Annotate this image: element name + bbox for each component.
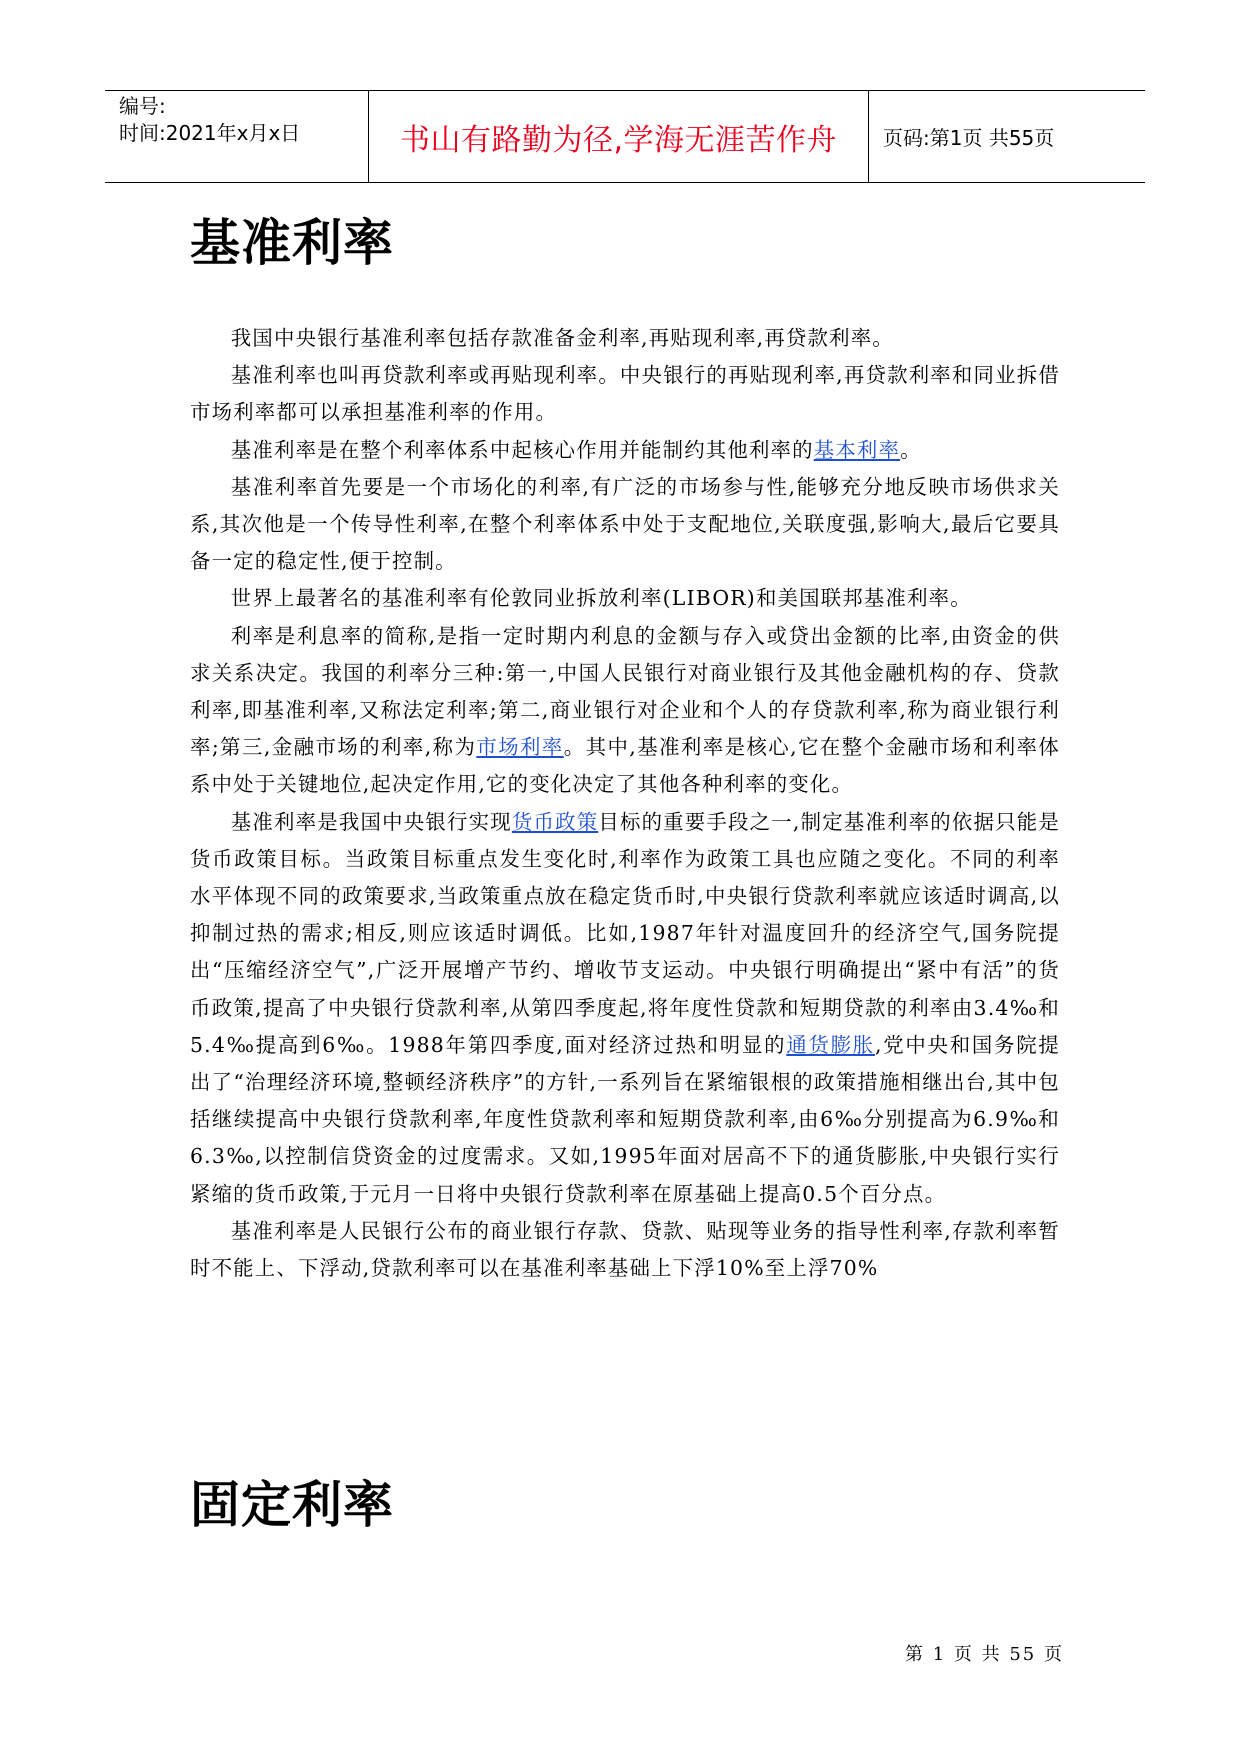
page-footer: 第 1 页 共 55 页 [905,1644,1064,1665]
paragraph: 利率是利息率的简称,是指一定时期内利息的金额与存入或贷出金额的比率,由资金的供求关系决定。我国的利率分三种:第一,中国人民银行对商业银行及其他金融机构的存、贷款利率,即基准利率,又称法定利率;第二,商业银行对企业和个人的存贷款利率,称为商业银行利率;第三,金融市场的利率,称为市场利率。其中,基准利率是核心,它在整个金融市场和利率体系中处于关键地位,起决定作用,它的变化决定了其他各种利率的变化。 [190,623,1060,797]
link-market-rate[interactable]: 市场利率 [476,735,564,760]
page-header [105,90,1145,183]
number-label: 编号: [119,94,166,118]
link-monetary-policy[interactable]: 货币政策 [511,809,599,834]
section-title: 固定利率 [190,1476,394,1534]
paragraph: 世界上最著名的基准利率有伦敦同业拆放利率(LIBOR)和美国联邦基准利率。 [230,586,972,611]
paragraph: 基准利率是人民银行公布的商业银行存款、贷款、贴现等业务的指导性利率,存款利率暂时不能上、下浮动,贷款利率可以在基准利率基础上下浮10%至上浮70% [190,1218,1060,1281]
section-title: 基准利率 [190,214,394,272]
paragraph: 基准利率首先要是一个市场化的利率,有广泛的市场参与性,能够充分地反映市场供求关系,其次他是一个传导性利率,在整个利率体系中处于支配地位,关联度强,影响大,最后它要具备一定的稳定性,便于控制。 [190,474,1060,574]
header-page-info: 页码:第1页 共55页 [883,126,1055,150]
section-body [190,320,1060,1287]
link-basic-rate[interactable]: 基本利率 [813,437,901,462]
paragraph: 基准利率是我国中央银行实现货币政策目标的重要手段之一,制定基准利率的依据只能是货币政策目标。当政策目标重点发生变化时,利率作为政策工具也应随之变化。不同的利率水平体现不同的政策要求,当政策重点放在稳定货币时,中央银行贷款利率就应该适时调高,以抑制过热的需求;相反,则应该适时调低。比如,1987年针对温度回升的经济空气,国务院提出“压缩经济空气”,广泛开展增产节约、增收节支运动。中央银行明确提出“紧中有活”的货币政策,提高了中央银行贷款利率,从第四季度起,将年度性贷款和短期贷款的利率由3.4‰和5.4‰提高到6‰。1988年第四季度,面对经济过热和明显的通货膨胀,党中央和国务院提出了“治理经济环境,整顿经济秩序”的方针,一系列旨在紧缩银根的政策措施相继出台,其中包括继续提高中央银行贷款利率,年度性贷款利率和短期贷款利率,由6‰分别提高为6.9‰和6.3‰,以控制信贷资金的过度需求。又如,1995年面对居高不下的通货膨胀,中央银行实行紧缩的货币政策,于元月一日将中央银行贷款利率在原基础上提高0.5个百分点。 [190,809,1060,1206]
link-inflation[interactable]: 通货膨胀 [786,1032,875,1057]
header-meta [105,91,369,182]
paragraph: 基准利率是在整个利率体系中起核心作用并能制约其他利率的基本利率。 [230,437,922,462]
paragraph: 基准利率也叫再贷款利率或再贴现利率。中央银行的再贴现利率,再贷款利率和同业拆借市场利率都可以承担基准利率的作用。 [190,363,1060,425]
paragraph: 我国中央银行基准利率包括存款准备金利率,再贴现利率,再贷款利率。 [230,326,894,350]
header-motto: 书山有路勤为径,学海无涯苦作舟 [369,91,869,182]
time-label: 时间:2021年x月x日 [119,121,301,145]
